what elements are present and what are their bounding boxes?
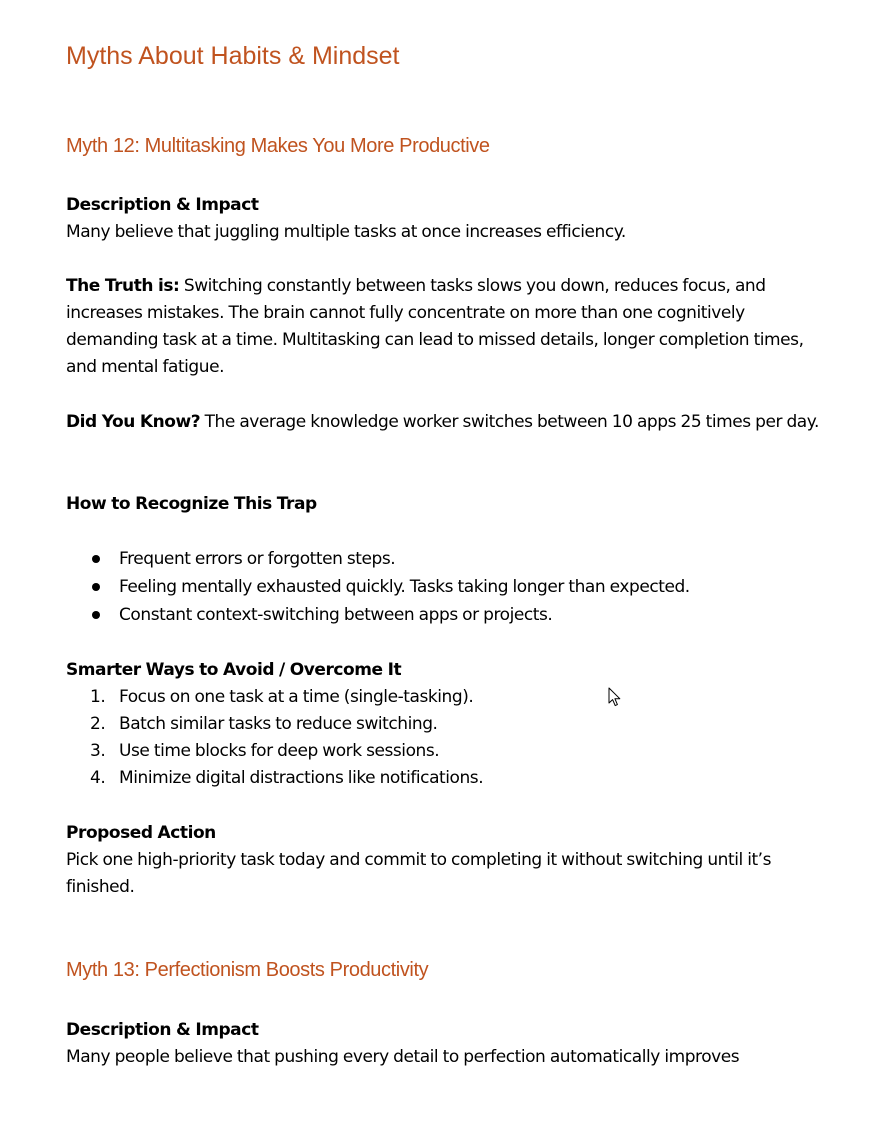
list-item-text: Feeling mentally exhausted quickly. Tasks taking longer than expected. <box>119 577 690 597</box>
myth-12-did-you-know-label: Did You Know? <box>66 412 201 432</box>
myth-12-action-text: Pick one high-priority task today and commit to completing it without switching until it’s finished. <box>66 850 772 897</box>
myth-12-description-text: Many believe that juggling multiple tasks at once increases efficiency. <box>66 222 626 242</box>
myth-12-truth-paragraph <box>66 273 836 381</box>
list-item-text: Constant context-switching between apps or projects. <box>119 605 553 625</box>
myth-13-heading: Myth 13: Perfectionism Boosts Productivity <box>66 959 429 981</box>
myth-12-avoid-list <box>66 684 483 792</box>
myth-13-description-text: Many people believe that pushing every detail to perfection automatically improves <box>66 1047 740 1067</box>
myth-12-heading: Myth 12: Multitasking Makes You More Productive <box>66 135 490 157</box>
list-number: 4. <box>90 768 106 788</box>
list-item <box>66 765 483 792</box>
list-item <box>66 573 690 601</box>
document-title: Myths About Habits & Mindset <box>66 42 400 70</box>
myth-12-did-you-know-text: The average knowledge worker switches between 10 apps 25 times per day. <box>200 412 819 432</box>
list-number: 3. <box>90 741 106 761</box>
myth-12-recognize-list <box>66 545 690 629</box>
bullet-icon <box>92 555 100 563</box>
mouse-pointer-icon <box>608 687 622 709</box>
list-item-text: Use time blocks for deep work sessions. <box>119 741 440 761</box>
list-item-text: Batch similar tasks to reduce switching. <box>119 714 438 734</box>
bullet-icon <box>92 611 100 619</box>
bullet-icon <box>92 583 100 591</box>
list-item <box>66 738 483 765</box>
list-number: 2. <box>90 714 106 734</box>
myth-13-description-label: Description & Impact <box>66 1020 259 1040</box>
list-item-text: Focus on one task at a time (single-tasking). <box>119 687 474 707</box>
list-item <box>66 711 483 738</box>
myth-12-action-label: Proposed Action <box>66 823 216 843</box>
myth-12-description-label: Description & Impact <box>66 195 259 215</box>
list-item-text: Minimize digital distractions like notifications. <box>119 768 484 788</box>
list-item <box>66 684 483 711</box>
myth-12-did-you-know-paragraph <box>66 409 836 436</box>
myth-12-avoid-label: Smarter Ways to Avoid / Overcome It <box>66 660 402 680</box>
myth-12-recognize-label: How to Recognize This Trap <box>66 494 317 514</box>
list-item <box>66 545 690 573</box>
myth-12-truth-text: Switching constantly between tasks slows you down, reduces focus, and increases mistakes. The brain cannot fully concentrate on more than one cognitively demanding task at a time. Multitasking can lead to missed details, longer completion times, and mental fatigue. <box>66 276 804 377</box>
list-item <box>66 601 690 629</box>
myth-12-truth-label: The Truth is: <box>66 276 180 296</box>
list-number: 1. <box>90 687 106 707</box>
list-item-text: Frequent errors or forgotten steps. <box>119 549 396 569</box>
